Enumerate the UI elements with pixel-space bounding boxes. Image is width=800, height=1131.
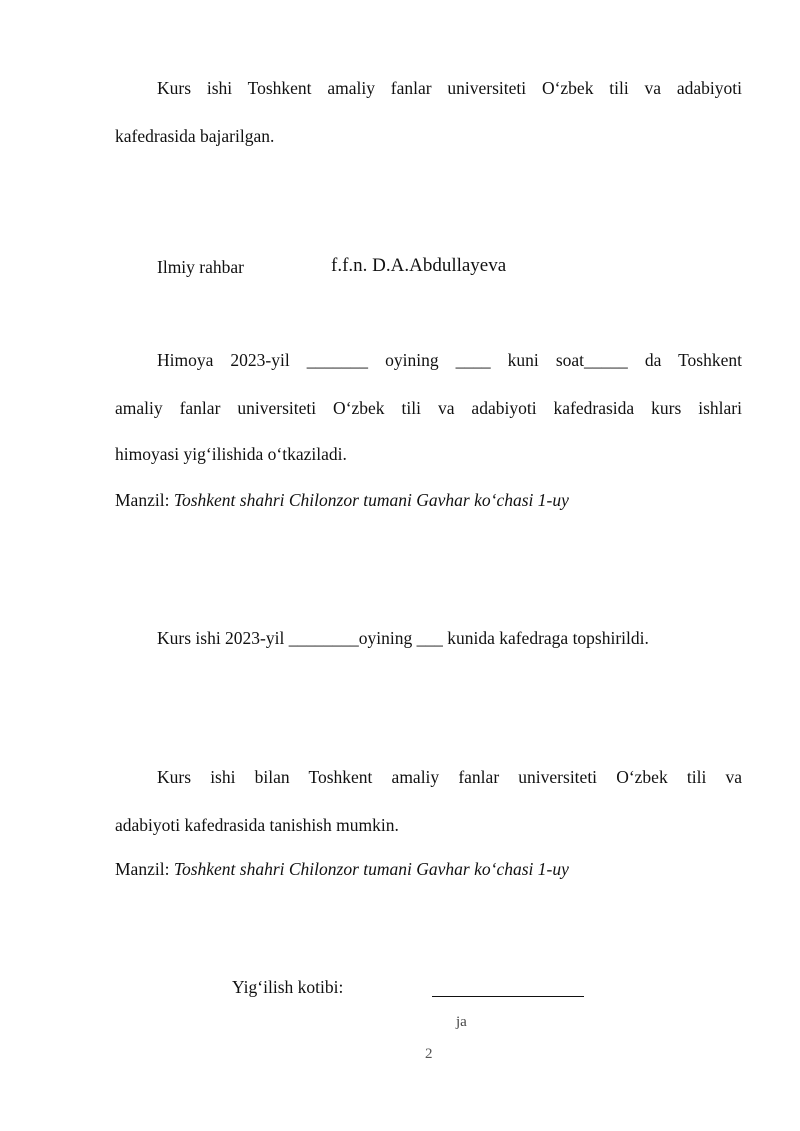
defense-address: Toshkent shahri Chilonzor tumani Gavhar ko‘chasi 1-uy (173, 490, 569, 510)
secretary-signature-line (432, 996, 584, 997)
secretary-faint-text: ja (456, 1014, 467, 1030)
supervisor-label: Ilmiy rahbar (157, 257, 244, 277)
availability-line2: adabiyoti kafedrasida tanishish mumkin. (115, 815, 399, 835)
supervisor-name: f.f.n. D.A.Abdullayeva (331, 255, 507, 276)
para1-line1: Kurs ishi Toshkent amaliy fanlar universiteti O‘zbek tili va adabiyoti (157, 78, 742, 98)
secretary-label: Yig‘ilish kotibi: (232, 977, 344, 997)
submission-line: Kurs ishi 2023-yil ________oyining ___ kunida kafedraga topshirildi. (157, 628, 649, 648)
availability-line1: Kurs ishi bilan Toshkent amaliy fanlar universiteti O‘zbek tili va (157, 767, 742, 787)
defense-address-label: Manzil: (115, 490, 170, 510)
availability-address-label: Manzil: (115, 859, 170, 879)
availability-address: Toshkent shahri Chilonzor tumani Gavhar ko‘chasi 1-uy (173, 859, 569, 879)
defense-address-row (115, 490, 569, 511)
para1-line2: kafedrasida bajarilgan. (115, 126, 275, 146)
page-number: 2 (425, 1046, 433, 1062)
defense-line1: Himoya 2023-yil _______ oyining ____ kuni soat_____ da Toshkent (157, 350, 742, 370)
defense-line3: himoyasi yig‘ilishida o‘tkaziladi. (115, 444, 347, 464)
availability-address-row (115, 859, 569, 880)
defense-line2: amaliy fanlar universiteti O‘zbek tili va adabiyoti kafedrasida kurs ishlari (115, 398, 742, 418)
